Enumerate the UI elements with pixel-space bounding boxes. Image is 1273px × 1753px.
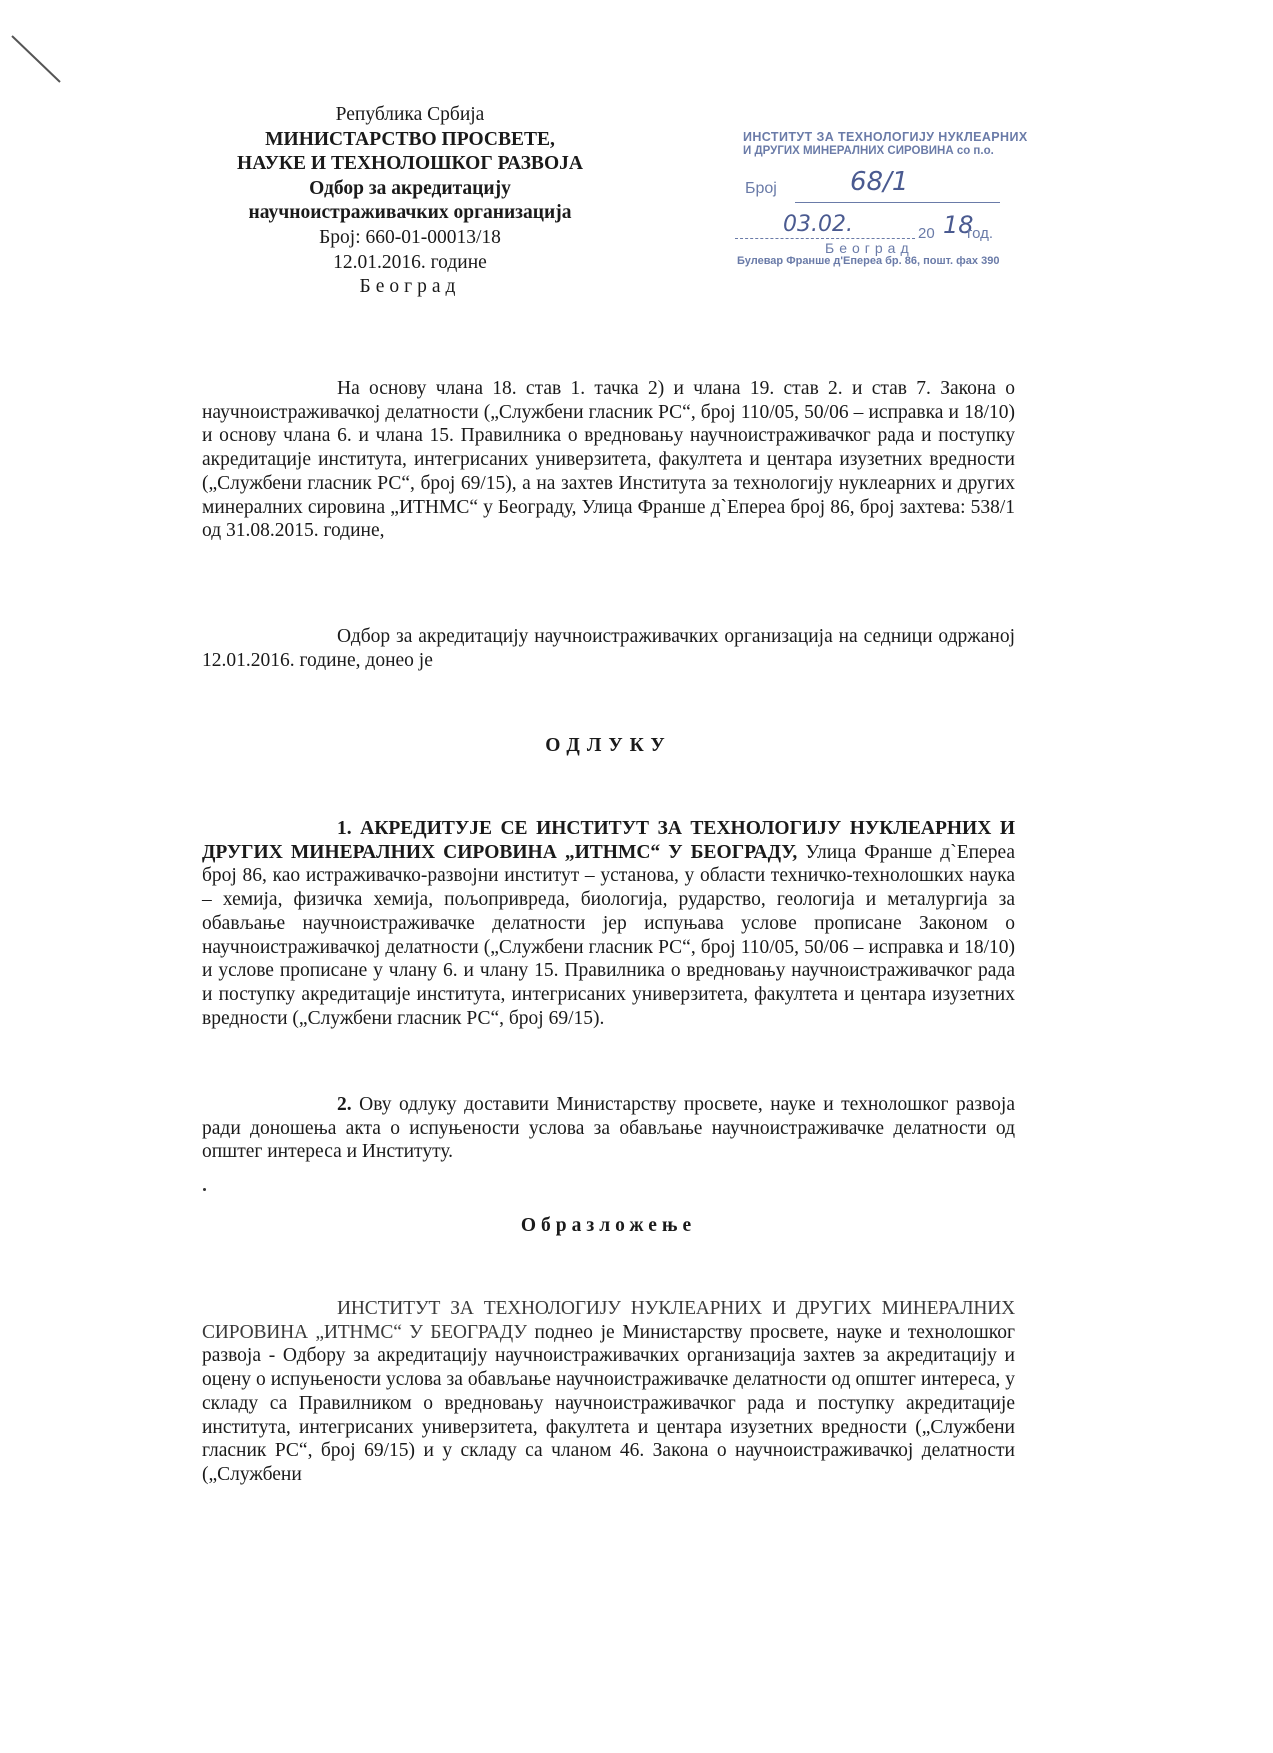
explanation-paragraph [202,1297,1015,1487]
stamp-number-rule [795,202,1000,203]
stamp-year-prefix: 20 [918,225,935,242]
explanation-lead-text: ИНСТИТУТ ЗА ТЕХНОЛОГИЈУ НУКЛЕАРНИХ И ДРУГИХ МИНЕРАЛНИХ СИРОВИНА „ИТНМС“ У БЕОГРАДУ [202,1298,1015,1343]
stamp-number-label: Број [745,180,777,197]
stamp-date-handwritten: 03.02. [783,212,853,237]
explanation-title: Образложење [520,1215,697,1236]
decision-item-1 [202,817,1015,1030]
header-ministry-line1: МИНИСТАРСТВО ПРОСВЕТЕ, [265,128,555,150]
pen-stroke-mark [8,30,78,90]
item-1-text: Улица Франше д`Епереа број 86, као истраживачко-развојни институт – установа, у области техничко-технолошких наука – хемија, физичка хемија, пољопривреда, биологија, рударство, геологија и металургија за обављање научноистраживачке делатности јер испуњава услове прописане Законом о научноистраживачкој делатности („Службени гласник РС“, број 110/05, 50/06 – исправка и 18/10) и услове прописане у члану 6. и члану 15. Правилника о вредновању научноистраживачког рада и поступку акредитације института, интегрисаних универзитета, факултета и центара изузетних вредности („Службени гласник РС“, број 69/15). [202,841,1015,1029]
header-reference-number: Број: 660-01-00013/18 [319,226,501,248]
committee-text: Одбор за акредитацију научноистраживачких организација на седници одржаној 12.01.2016. године, донео је [202,626,1015,671]
stamp-year-suffix: год. [967,225,994,242]
header-ministry-line2: НАУКЕ И ТЕХНОЛОШКОГ РАЗВОЈА [237,153,583,175]
item-2-text: Ову одлуку доставити Министарству просвете, науке и технолошког развоја ради доношења акта о испуњености услова за обављање научноистраживачке делатности од општег интереса и Институту. [202,1094,1016,1163]
header-committee-line1: Одбор за акредитацију [309,177,511,199]
document-header [185,103,635,300]
preamble-paragraph [202,377,1015,543]
stamp-number-handwritten: 68/1 [850,167,909,197]
scan-speck [203,1188,206,1191]
stamp-city: Београд [825,240,914,256]
item-1-number: 1. [337,818,352,839]
header-committee-line2: научноистраживачких организација [248,202,572,224]
item-2-number: 2. [337,1094,352,1115]
stamp-institute-line1: ИНСТИТУТ ЗА ТЕХНОЛОГИЈУ НУКЛЕАРНИХ [743,130,1028,144]
explanation-text: поднео је Министарству просвете, науке и технолошког развоја - Одбору за акредитацију научноистраживачких организација захтев за акредитацију и оцену о испуњености услова за обављање научноистраживачке делатности од општег интереса, у складу са Правилником о вредновању научноистраживачког рада и поступку акредитације института, интегрисаних универзитета, факултета и центара изузетних вредности („Службени гласник РС“, број 69/15) и у складу са чланом 46. Закона о научноистраживачкој делатности („Службени [202,1321,1016,1485]
committee-paragraph [202,625,1015,672]
received-stamp [735,122,1028,287]
stamp-address: Булевар Франше д'Епереа бр. 86, пошт. фах 390 [737,255,1000,267]
stamp-date-rule [735,238,915,239]
stamp-institute-line2: И ДРУГИХ МИНЕРАЛНИХ СИРОВИНА со п.о. [743,145,994,157]
header-city: Београд [359,276,461,298]
decision-item-2 [202,1093,1015,1164]
header-country: Република Србија [335,104,485,125]
stamp-year-handwritten: 18 [943,211,974,239]
preamble-text: На основу члана 18. став 1. тачка 2) и члана 19. став 2. и став 7. Закона о научноистраживачкој делатности („Службени гласник РС“, број 110/05, 50/06 – исправка и 18/10) и основу члана 6. и члана 15. Правилника о вредновању научноистраживачког рада и поступку акредитације института, интегрисаних универзитета, факултета и центара изузетних вредности („Службени гласник РС“, број 69/15), а на захтев Института за технологију нуклеарних и других минералних сировина „ИТНМС“ у Београду, Улица Франше д`Епереа број 86, број захтева: 538/1 од 31.08.2015. године, [202,378,1015,542]
decision-title: ОДЛУКУ [545,735,672,756]
header-date: 12.01.2016. године [333,251,487,273]
item-1-bold-text: АКРЕДИТУЈЕ СЕ ИНСТИТУТ ЗА ТЕХНОЛОГИЈУ НУКЛЕАРНИХ И ДРУГИХ МИНЕРАЛНИХ СИРОВИНА „ИТНМС“ У БЕОГРАДУ, [202,818,1016,863]
